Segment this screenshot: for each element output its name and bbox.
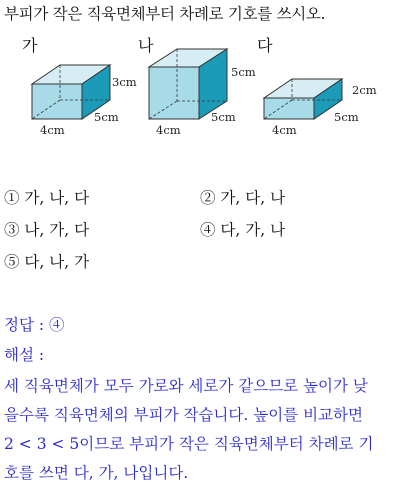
cuboid-na — [149, 49, 256, 137]
explanation-body — [4, 372, 398, 488]
choice-5[interactable]: ⑤ 다, 나, 가 — [4, 253, 90, 271]
dim-na-height: 5cm — [231, 65, 256, 79]
cuboid-figures — [0, 48, 400, 140]
cuboid-da — [264, 79, 377, 137]
choice-3[interactable]: ③ 나, 가, 다 — [4, 221, 90, 239]
question-text: 부피가 작은 직육면체부터 차례로 기호를 쓰시오. — [4, 5, 326, 23]
explanation-line: 을수록 직육면체의 부피가 작습니다. 높이를 비교하면 — [4, 406, 363, 424]
dim-ga-width: 4cm — [40, 123, 65, 137]
dim-na-depth: 5cm — [211, 110, 236, 124]
cuboid-na-front — [149, 67, 199, 119]
choice-1[interactable]: ① 가, 나, 다 — [4, 189, 90, 207]
cuboid-ga — [32, 65, 137, 137]
explanation-title: 해설 : — [4, 346, 45, 364]
box-label-na: 나 — [138, 36, 154, 55]
cuboid-da-front — [264, 98, 314, 119]
choice-4[interactable]: ④ 다, 가, 나 — [200, 221, 286, 239]
explanation-line: 세 직육면체가 모두 가로와 세로가 같으므로 높이가 낮 — [4, 377, 368, 395]
explanation-line: 호를 쓰면 다, 가, 나입니다. — [4, 464, 189, 482]
dim-da-depth: 5cm — [334, 110, 359, 124]
box-label-da: 다 — [257, 36, 273, 55]
dim-ga-depth: 5cm — [94, 110, 119, 124]
dim-na-width: 4cm — [156, 123, 181, 137]
explanation-line: 2 < 3 < 5이므로 부피가 작은 직육면체부터 차례로 기 — [4, 435, 374, 453]
cuboid-ga-front — [32, 84, 82, 119]
answer-text: 정답 : ④ — [4, 316, 65, 334]
dim-ga-height: 3cm — [112, 75, 137, 89]
dim-da-width: 4cm — [272, 123, 297, 137]
choice-2[interactable]: ② 가, 다, 나 — [200, 189, 286, 207]
box-label-ga: 가 — [22, 36, 38, 55]
dim-da-height: 2cm — [352, 83, 377, 97]
